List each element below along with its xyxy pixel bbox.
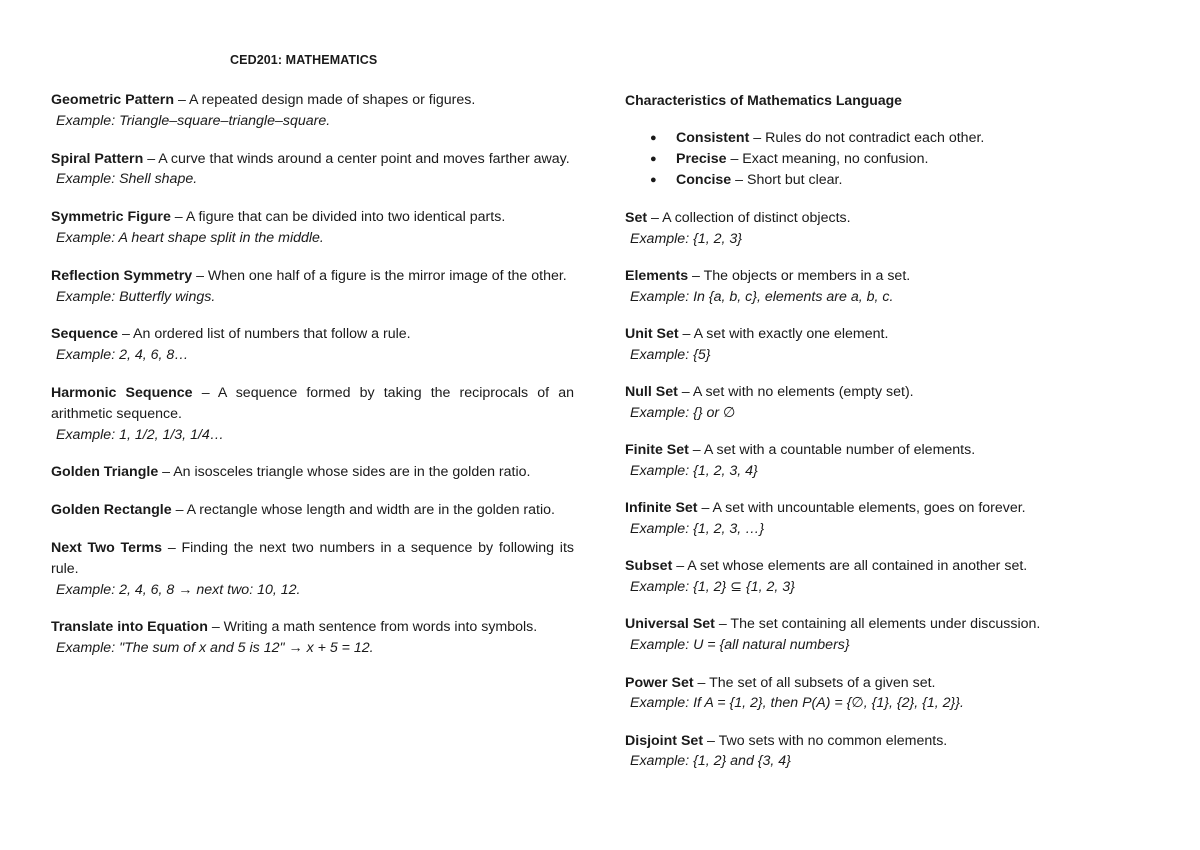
definition-text: – A collection of distinct objects. [647, 209, 851, 226]
entry-sequence [51, 324, 574, 366]
example: Example: {1, 2, 3} [630, 230, 742, 247]
definition [51, 207, 574, 228]
definition [625, 266, 1125, 287]
definition [51, 149, 574, 170]
example: Example: 1, 1/2, 1/3, 1/4… [56, 426, 224, 443]
entry-golden-triangle [51, 462, 574, 483]
entry-finite-set [625, 440, 1125, 482]
definition-text: – The objects or members in a set. [688, 267, 911, 284]
example: Example: Butterfly wings. [56, 288, 216, 305]
entry-next-two-terms [51, 538, 574, 600]
example: Example: 2, 4, 6, 8 → next two: 10, 12. [56, 581, 301, 598]
example: Example: U = {all natural numbers} [630, 637, 850, 654]
definition [625, 324, 1125, 345]
term: Translate into Equation [51, 619, 208, 636]
left-column [51, 90, 574, 676]
example: Example: {1, 2} ⊆ {1, 2, 3} [630, 579, 795, 596]
definition [51, 617, 574, 638]
example: Example: {1, 2, 3, …} [630, 521, 765, 538]
example: Example: A heart shape split in the middle. [56, 229, 324, 246]
definition-text: – A repeated design made of shapes or figures. [174, 92, 476, 108]
definition-text: – Two sets with no common elements. [703, 732, 948, 749]
definition-text: – A figure that can be divided into two identical parts. [170, 209, 506, 226]
definition [51, 90, 574, 111]
definition [51, 538, 574, 580]
term: Next Two Terms [51, 539, 163, 556]
definition [625, 208, 1125, 229]
entry-golden-rectangle [51, 500, 574, 521]
example: Example: {5} [630, 346, 711, 363]
entry-translate-into-equation [51, 617, 574, 659]
term: Golden Triangle [51, 464, 159, 481]
definition-text: – Finding the next two numbers in a sequence by following its rule. [51, 539, 574, 577]
term: Set [625, 209, 648, 226]
definition-text: – A rectangle whose length and width are in the golden ratio. [171, 502, 555, 519]
definition-text: – A sequence formed by taking the reciprocals of an arithmetic sequence. [51, 384, 574, 422]
entry-symmetric-figure [51, 207, 574, 249]
entry-elements [625, 266, 1125, 308]
definition-text: – An isosceles triangle whose sides are in the golden ratio. [158, 464, 531, 481]
term: Golden Rectangle [51, 502, 172, 519]
entry-harmonic-sequence [51, 383, 574, 445]
right-column [625, 90, 1125, 789]
term: Spiral Pattern [51, 150, 144, 167]
term: Harmonic Sequence [51, 384, 193, 401]
definition-text: – Rules do not contradict each other. [749, 129, 985, 146]
entry-unit-set [625, 324, 1125, 366]
entry-power-set [625, 673, 1125, 715]
definition [51, 383, 574, 425]
term: Sequence [51, 326, 119, 343]
entry-reflection-symmetry [51, 266, 574, 308]
term: Disjoint Set [625, 732, 704, 749]
example: Example: {1, 2} and {3, 4} [630, 753, 791, 770]
term: Power Set [625, 674, 694, 691]
example: Example: 2, 4, 6, 8… [56, 347, 189, 364]
term: Infinite Set [625, 500, 698, 517]
term: Unit Set [625, 325, 679, 342]
definition-text: – A curve that winds around a center point and moves farther away. [143, 150, 570, 167]
entry-infinite-set [625, 498, 1125, 540]
example: Example: Triangle–square–triangle–square. [56, 112, 331, 129]
definition-text: – When one half of a figure is the mirror image of the other. [192, 267, 567, 284]
definition [625, 440, 1125, 461]
term: Universal Set [625, 616, 715, 633]
definition [625, 382, 1125, 403]
list-item [625, 128, 1125, 149]
list-item [625, 170, 1125, 191]
entry-null-set [625, 382, 1125, 424]
entry-spiral-pattern [51, 149, 574, 191]
page-title: CED201: MATHEMATICS [230, 53, 378, 67]
definition [625, 673, 1125, 694]
term: Geometric Pattern [51, 92, 174, 108]
definition [51, 324, 574, 345]
entry-disjoint-set [625, 731, 1125, 773]
definition [625, 731, 1125, 752]
definition-text: – Exact meaning, no confusion. [726, 150, 929, 167]
example: Example: {1, 2, 3, 4} [630, 462, 758, 479]
example: Example: {} or ∅ [630, 404, 736, 421]
term: Consistent [676, 129, 750, 146]
term: Elements [625, 267, 689, 284]
bullet-icon: ● [650, 173, 657, 186]
definition-text: – Writing a math sentence from words into symbols. [207, 619, 538, 636]
example: Example: Shell shape. [56, 171, 198, 188]
definition [51, 462, 574, 483]
definition [625, 556, 1125, 577]
example: Example: If A = {1, 2}, then P(A) = {∅, {1}, {2}, {1, 2}}. [630, 695, 964, 712]
term: Subset [625, 558, 673, 575]
term: Reflection Symmetry [51, 267, 193, 284]
definition-text: – Short but clear. [731, 171, 843, 188]
bullet-icon: ● [650, 152, 657, 165]
example: Example: "The sum of x and 5 is 12" → x + 5 = 12. [56, 640, 374, 657]
definition-text: – An ordered list of numbers that follow a rule. [118, 326, 411, 343]
term: Finite Set [625, 442, 689, 459]
definition-text: – A set with a countable number of elements. [688, 442, 976, 459]
entry-subset [625, 556, 1125, 598]
definition-text: – A set with no elements (empty set). [677, 384, 914, 401]
definition [51, 266, 574, 287]
section-heading: Characteristics of Mathematics Language [625, 92, 902, 108]
entry-set [625, 208, 1125, 250]
term: Precise [676, 150, 727, 167]
term: Symmetric Figure [51, 209, 171, 226]
definition [625, 614, 1125, 635]
bullet-icon: ● [650, 131, 657, 144]
definition-text: – The set containing all elements under discussion. [714, 616, 1041, 633]
list-item [625, 149, 1125, 170]
definition [51, 500, 574, 521]
definition-text: – The set of all subsets of a given set. [693, 674, 936, 691]
characteristics-list [625, 128, 1125, 191]
definition [625, 498, 1125, 519]
entry-universal-set [625, 614, 1125, 656]
term: Concise [676, 171, 732, 188]
term: Null Set [625, 384, 678, 401]
definition-text: – A set whose elements are all contained in another set. [672, 558, 1028, 575]
example: Example: In {a, b, c}, elements are a, b, c. [630, 288, 894, 305]
definition-text: – A set with exactly one element. [678, 325, 889, 342]
entry-geometric-pattern [51, 90, 574, 132]
definition-text: – A set with uncountable elements, goes on forever. [697, 500, 1026, 517]
